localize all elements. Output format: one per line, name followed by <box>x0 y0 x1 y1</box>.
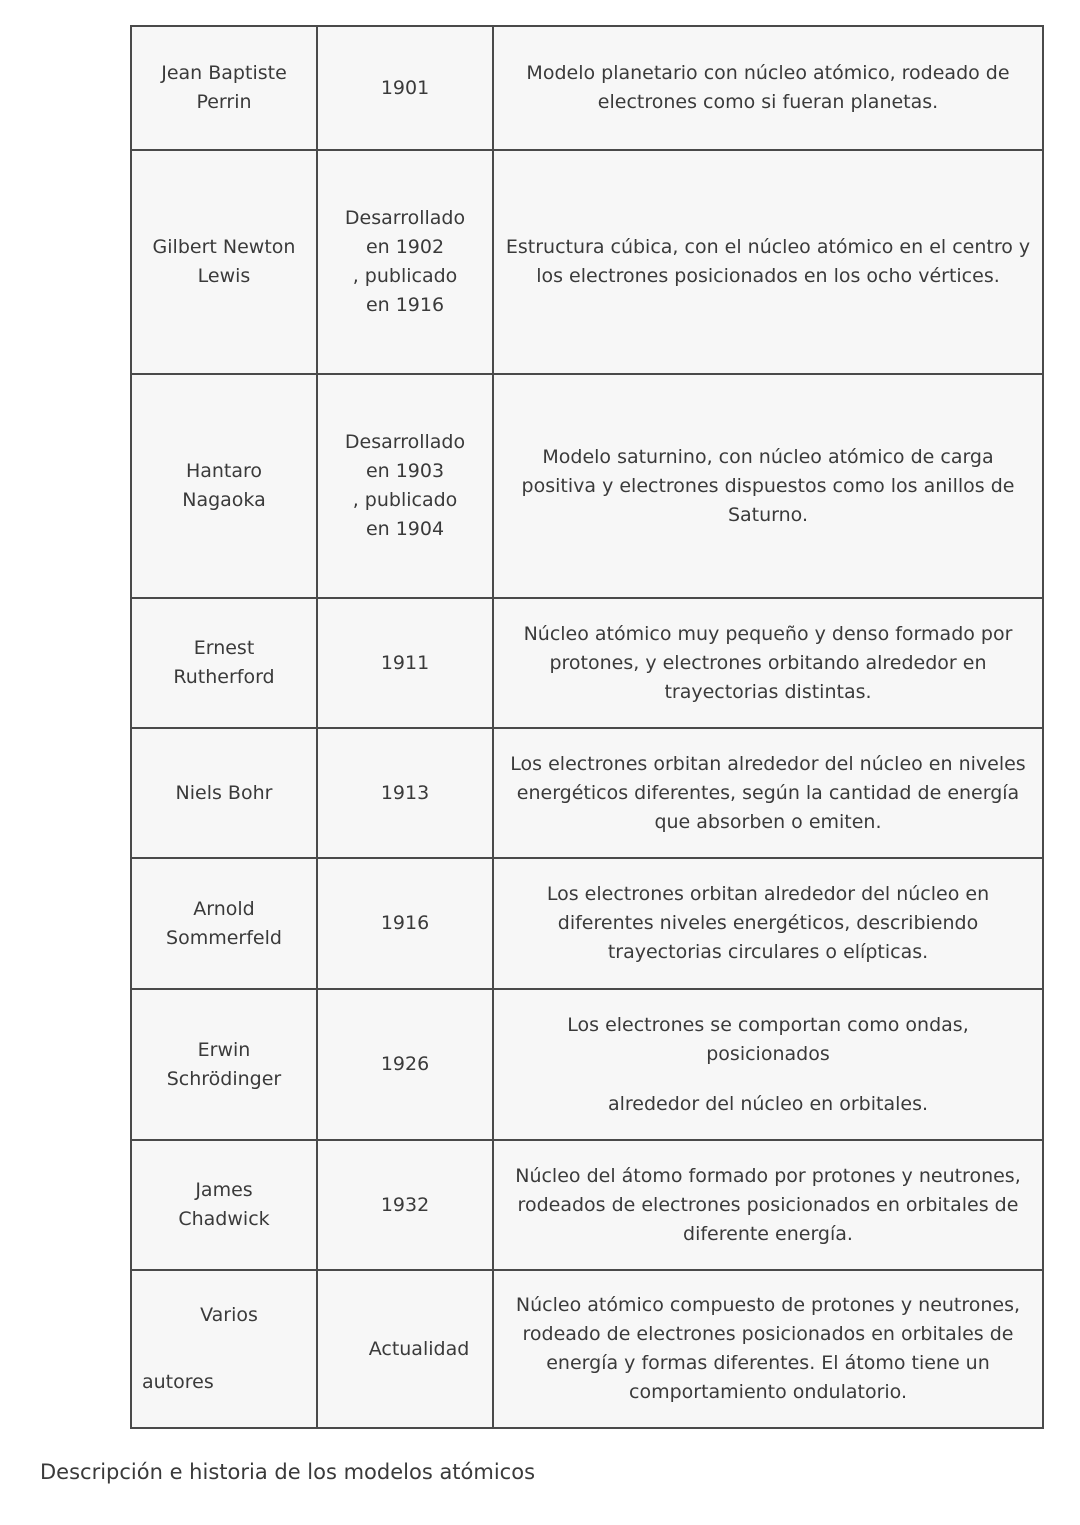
table-row <box>131 1140 1043 1270</box>
table-row <box>131 858 1043 989</box>
author-cell: Hantaro Nagaoka <box>131 374 317 598</box>
author-cell: Arnold Sommerfeld <box>131 858 317 989</box>
author-cell: Varios autores <box>131 1270 317 1428</box>
author-cell: Erwin Schrödinger <box>131 989 317 1140</box>
description-cell: Estructura cúbica, con el núcleo atómico en el centro y los electrones posicionados en los ocho vértices. <box>493 150 1043 374</box>
date-cell: 1932 <box>317 1140 493 1270</box>
description-cell: Núcleo atómico muy pequeño y denso formado por protones, y electrones orbitando alrededor en trayectorias distintas. <box>493 598 1043 728</box>
table-row <box>131 150 1043 374</box>
date-cell: Desarrollado en 1902 , publicado en 1916 <box>317 150 493 374</box>
date-cell: Actualidad <box>317 1270 493 1428</box>
date-cell: Desarrollado en 1903 , publicado en 1904 <box>317 374 493 598</box>
description-cell: Núcleo atómico compuesto de protones y neutrones, rodeado de electrones posicionados en orbitales de energía y formas diferentes. El átomo tiene un comportamiento ondulatorio. <box>493 1270 1043 1428</box>
description-cell: Los electrones orbitan alrededor del núcleo en diferentes niveles energéticos, describiendo trayectorias circulares o elípticas. <box>493 858 1043 989</box>
table-row <box>131 374 1043 598</box>
table-row <box>131 989 1043 1140</box>
table-row <box>131 598 1043 728</box>
table-row <box>131 1270 1043 1428</box>
date-cell: 1926 <box>317 989 493 1140</box>
author-cell: Jean Baptiste Perrin <box>131 26 317 150</box>
table-row <box>131 26 1043 150</box>
date-cell: 1911 <box>317 598 493 728</box>
table-caption: Descripción e historia de los modelos atómicos <box>40 1460 536 1484</box>
description-cell: Núcleo del átomo formado por protones y neutrones, rodeados de electrones posicionados en orbitales de diferente energía. <box>493 1140 1043 1270</box>
date-cell: 1913 <box>317 728 493 858</box>
author-cell: Niels Bohr <box>131 728 317 858</box>
table-row <box>131 728 1043 858</box>
author-cell: Ernest Rutherford <box>131 598 317 728</box>
description-cell: Modelo planetario con núcleo atómico, rodeado de electrones como si fueran planetas. <box>493 26 1043 150</box>
date-cell: 1916 <box>317 858 493 989</box>
author-cell: James Chadwick <box>131 1140 317 1270</box>
description-cell: Modelo saturnino, con núcleo atómico de carga positiva y electrones dispuestos como los anillos de Saturno. <box>493 374 1043 598</box>
author-cell: Gilbert Newton Lewis <box>131 150 317 374</box>
date-cell: 1901 <box>317 26 493 150</box>
atomic-models-table <box>130 25 1044 1429</box>
description-cell: Los electrones orbitan alrededor del núcleo en niveles energéticos diferentes, según la cantidad de energía que absorben o emiten. <box>493 728 1043 858</box>
description-cell: Los electrones se comportan como ondas, posicionados alrededor del núcleo en orbitales. <box>493 989 1043 1140</box>
